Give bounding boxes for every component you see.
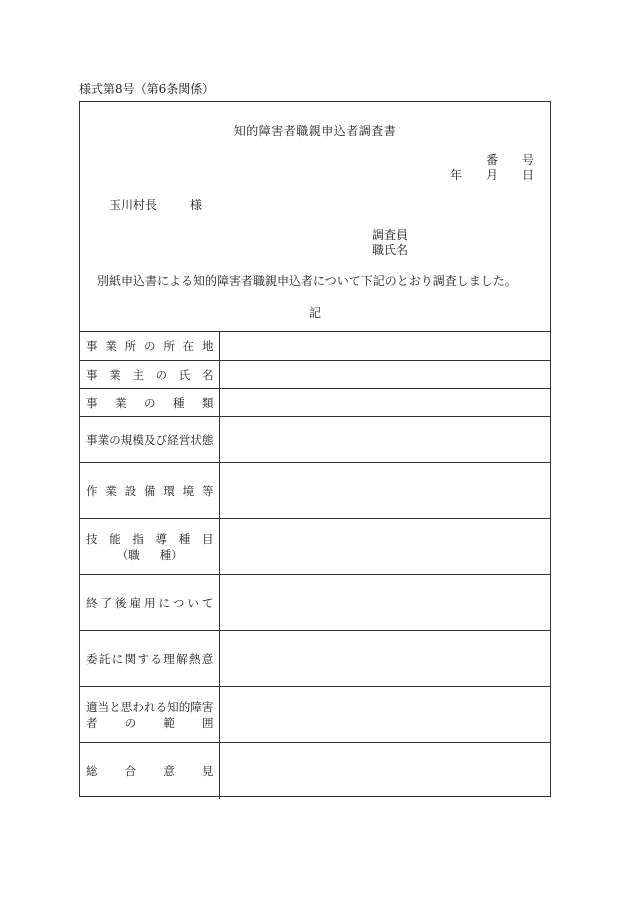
row-label-line <box>86 483 214 499</box>
row-value-field[interactable] <box>219 631 550 687</box>
row-value-field[interactable] <box>219 575 550 631</box>
table-row <box>80 743 550 799</box>
label-char: 事 <box>86 432 98 447</box>
label-char: 思 <box>120 699 133 714</box>
label-char: い <box>187 595 199 610</box>
label-char: 境 <box>182 483 195 498</box>
table-row <box>80 575 550 631</box>
row-value-field[interactable] <box>219 519 550 575</box>
label-char: る <box>150 651 162 666</box>
label-char: 的 <box>178 699 191 714</box>
label-char: 理 <box>163 651 175 666</box>
row-label <box>80 417 219 463</box>
label-char: 終 <box>86 595 98 610</box>
table-row <box>80 389 550 417</box>
label-char: 総 <box>86 763 98 778</box>
label-char: に <box>111 651 124 666</box>
label-char: 事 <box>86 395 98 410</box>
label-char: 能 <box>109 531 121 546</box>
label-char: 見 <box>201 763 214 778</box>
label-char: 名 <box>201 367 214 382</box>
label-char: 業 <box>105 483 117 498</box>
addressee-name: 玉川村長 <box>109 198 158 212</box>
label-char: 範 <box>163 715 175 730</box>
row-label <box>80 575 219 631</box>
label-char: 知 <box>167 699 179 714</box>
row-label-line <box>86 338 214 354</box>
label-char: に <box>158 595 170 610</box>
row-label <box>80 743 219 799</box>
date-field: 年 月 日 <box>449 168 534 182</box>
row-label <box>80 463 219 519</box>
investigator-title-name-label: 職氏名 <box>372 243 409 257</box>
table-row <box>80 687 550 743</box>
label-char: 備 <box>143 483 156 498</box>
label-char: 委 <box>86 651 98 666</box>
label-char: 後 <box>115 595 127 610</box>
label-char: 用 <box>144 595 156 610</box>
label-char: 導 <box>155 531 168 546</box>
document-title: 知的障害者職親申込者調査書 <box>233 124 397 138</box>
label-char: 所 <box>124 339 137 353</box>
row-label-line <box>86 699 214 715</box>
table-row <box>80 463 550 519</box>
label-char: 合 <box>124 763 137 778</box>
label-char: 態 <box>201 432 214 447</box>
label-char: 適 <box>86 699 98 714</box>
label-char: の <box>155 367 168 382</box>
label-char: 経 <box>167 432 179 447</box>
label-char: 所 <box>163 339 175 353</box>
row-label <box>80 519 219 575</box>
label-char: 熱 <box>189 651 201 666</box>
table-row <box>80 417 550 463</box>
label-char: 氏 <box>178 367 191 382</box>
row-label <box>80 332 219 361</box>
label-char: 在 <box>182 339 195 353</box>
label-char: 害 <box>201 699 214 714</box>
label-char: （職 <box>116 547 140 562</box>
label-char: つ <box>173 595 185 610</box>
label-char: 意 <box>163 763 175 778</box>
row-label-line <box>86 763 214 779</box>
label-char: の <box>144 395 156 410</box>
label-char: 雇 <box>129 595 141 610</box>
label-char: の <box>124 715 137 730</box>
label-char: と <box>109 699 121 714</box>
label-char: 事 <box>86 367 98 382</box>
label-char: 事 <box>86 339 98 353</box>
label-char: 業 <box>115 395 127 410</box>
label-char: 営 <box>178 432 191 447</box>
document-number-field: 番 号 <box>485 153 534 167</box>
label-char: 業 <box>109 367 121 382</box>
table-row <box>80 519 550 575</box>
row-value-field[interactable] <box>219 687 550 743</box>
addressee-honorific: 様 <box>190 198 203 212</box>
table-row <box>80 631 550 687</box>
label-char: 業 <box>97 432 110 447</box>
label-char: 規 <box>120 432 133 447</box>
row-label <box>80 361 219 389</box>
label-char: 囲 <box>201 715 214 730</box>
label-char: 技 <box>86 531 98 546</box>
label-char: 類 <box>202 395 214 410</box>
label-char: わ <box>132 699 144 714</box>
form-number-label: 様式第8号（第6条関係） <box>79 82 215 96</box>
body-statement: 別紙申込書による知的障害者職親申込者について下記のとおり調査しました。 <box>97 274 517 288</box>
label-char: 状 <box>190 432 202 447</box>
row-label-line <box>86 531 214 547</box>
row-label-line <box>86 715 214 731</box>
table-row <box>80 361 550 389</box>
survey-table <box>80 331 550 799</box>
row-value-field[interactable] <box>219 417 550 463</box>
row-label-line <box>86 547 214 563</box>
label-char: 環 <box>163 483 175 498</box>
table-row <box>80 332 550 361</box>
label-char: 模 <box>132 432 144 447</box>
label-char: 種） <box>159 547 183 562</box>
row-value-field[interactable] <box>219 463 550 519</box>
label-char: 解 <box>176 651 188 666</box>
row-label-line <box>86 367 214 383</box>
row-value-field[interactable] <box>219 389 550 417</box>
row-value-field[interactable] <box>219 332 550 361</box>
label-char: 種 <box>173 395 185 410</box>
row-label-line <box>86 395 214 411</box>
label-char: 及 <box>143 432 156 447</box>
investigator-label: 調査員 <box>372 228 409 242</box>
label-char: 託 <box>98 651 111 666</box>
label-char: 地 <box>201 339 214 353</box>
label-char: 種 <box>178 531 191 546</box>
label-char: る <box>155 699 168 714</box>
label-char: 者 <box>86 715 98 730</box>
row-label-line <box>86 595 214 611</box>
label-char: 関 <box>124 651 137 666</box>
row-label <box>80 389 219 417</box>
row-value-field[interactable] <box>219 361 550 389</box>
label-char: 了 <box>100 595 112 610</box>
label-char: 主 <box>132 367 144 382</box>
label-char: の <box>109 432 121 447</box>
label-char: 当 <box>97 699 110 714</box>
survey-form <box>79 101 551 797</box>
label-char: 指 <box>132 531 144 546</box>
label-char: 等 <box>201 483 214 498</box>
label-char: す <box>137 651 149 666</box>
label-char: の <box>143 339 156 353</box>
label-char: 業 <box>105 339 117 353</box>
row-label-line <box>86 651 214 667</box>
label-char: て <box>202 595 214 610</box>
label-char: び <box>155 432 168 447</box>
row-label <box>80 631 219 687</box>
label-char: れ <box>143 699 156 714</box>
row-label <box>80 687 219 743</box>
note-mark: 記 <box>308 306 321 320</box>
label-char: 設 <box>124 483 137 498</box>
row-label-line <box>86 432 214 448</box>
label-char: 目 <box>201 531 214 546</box>
label-char: 障 <box>190 699 202 714</box>
label-char: 作 <box>86 483 98 498</box>
row-value-field[interactable] <box>219 743 550 799</box>
label-char: 意 <box>201 651 214 666</box>
